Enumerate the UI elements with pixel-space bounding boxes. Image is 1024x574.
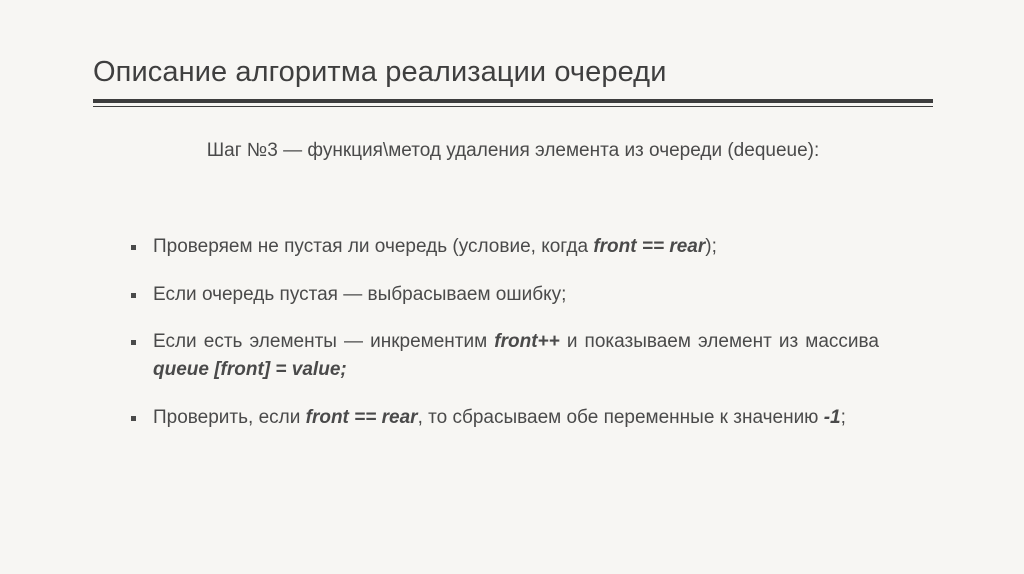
bullet-text: Если есть элементы — инкрементим (153, 331, 495, 352)
code-assignment: queue [front] = value; (153, 359, 347, 380)
square-bullet-icon (131, 245, 136, 250)
slide-title: Описание алгоритма реализации очереди (93, 56, 667, 88)
square-bullet-icon (131, 416, 136, 421)
bullet-text-end: ; (840, 407, 846, 428)
bullet-item-throw-error (131, 281, 879, 309)
bullet-text: Проверяем не пустая ли очередь (условие, когда (153, 236, 594, 257)
title-underline-thin (93, 106, 933, 107)
bullet-text: Если очередь пустая — выбрасываем ошибку; (153, 284, 567, 305)
bullet-text: Проверить, если (153, 407, 306, 428)
bullet-text-end: ); (705, 236, 717, 257)
code-condition: front == rear (305, 407, 418, 428)
bullet-text-middle: и показываем элемент из массива (559, 331, 879, 352)
bullet-item-check-empty (131, 233, 879, 261)
title-underline-thick (93, 99, 933, 103)
code-value: -1 (823, 407, 841, 428)
code-condition: front == rear (593, 236, 706, 257)
bullet-item-reset-variables (131, 404, 879, 432)
bullet-text-middle: , то сбрасываем обе переменные к значению (417, 407, 824, 428)
step-heading: Шаг №3 — функция\метод удаления элемента из очереди (dequeue): (206, 140, 820, 161)
bullet-item-increment-front (131, 328, 879, 384)
square-bullet-icon (131, 340, 136, 345)
bullet-list (131, 233, 879, 432)
square-bullet-icon (131, 293, 136, 298)
code-increment: front++ (494, 331, 560, 352)
